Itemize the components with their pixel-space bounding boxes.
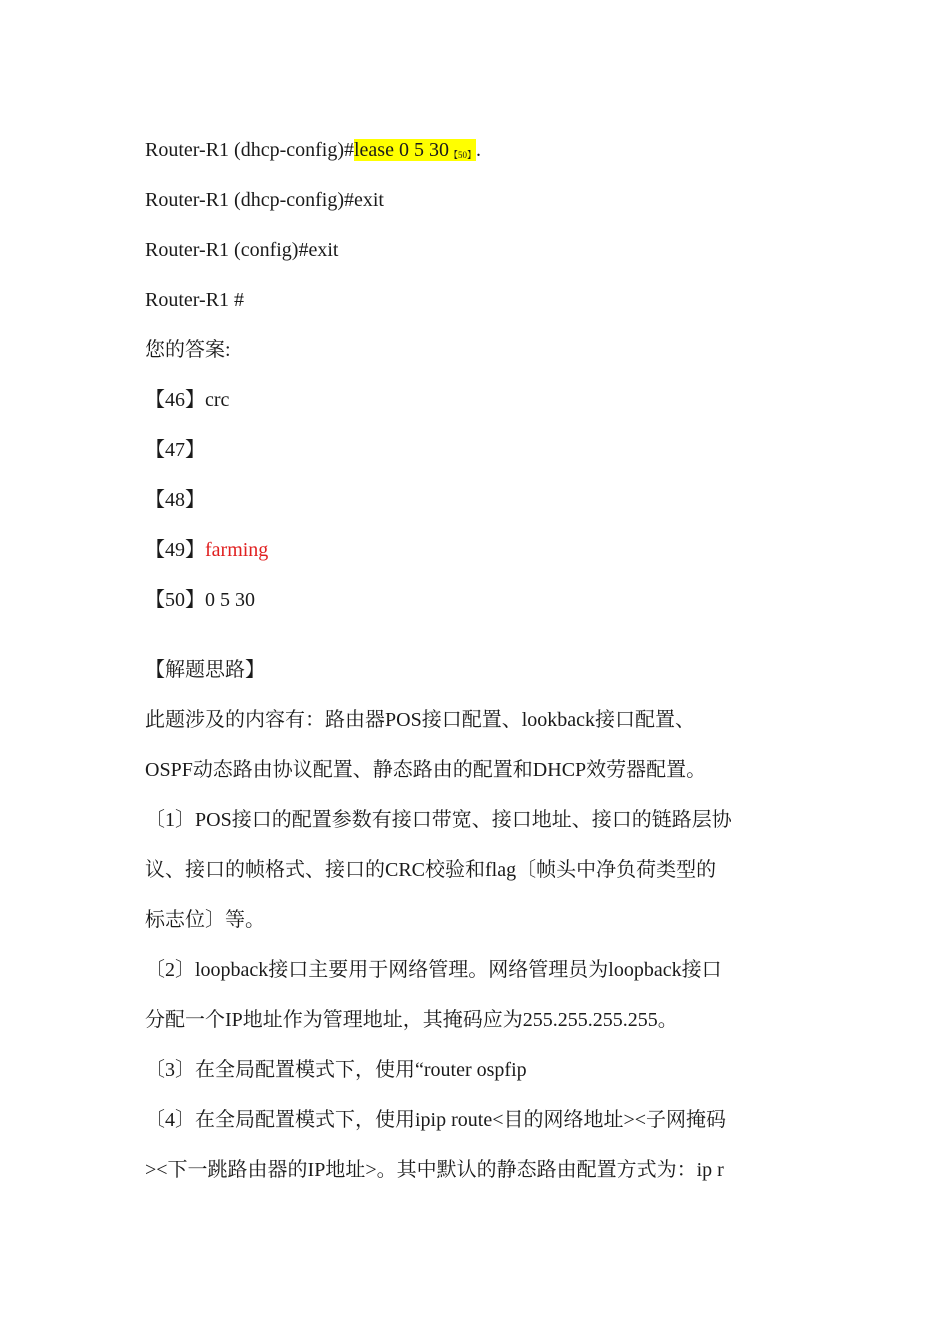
- analysis-line: 分配一个IP地址作为管理地址，其掩码应为255.255.255.255。: [145, 1009, 678, 1031]
- analysis-line: 议、接口的帧格式、接口的CRC校验和flag〔帧头中净负荷类型的: [145, 859, 717, 881]
- answer-label: 【48】: [145, 489, 205, 511]
- blank-marker-50: 【50】: [448, 150, 476, 160]
- highlighted-command: [354, 139, 476, 161]
- answer-item-46: [145, 388, 229, 412]
- answer-item-49: [145, 538, 268, 562]
- answer-label: 【47】: [145, 439, 205, 461]
- answer-value: crc: [205, 389, 230, 411]
- answer-value-wrong: farming: [205, 539, 269, 561]
- answer-item-50: [145, 588, 255, 612]
- code-line-prompt: Router-R1 #: [145, 289, 245, 311]
- analysis-heading: 【解题思路】: [145, 659, 265, 681]
- analysis-line: 此题涉及的内容有：路由器POS接口配置、lookback接口配置、: [145, 709, 695, 731]
- analysis-line: OSPF动态路由协议配置、静态路由的配置和DHCP效劳器配置。: [145, 759, 707, 781]
- code-line-config-exit: Router-R1 (config)#exit: [145, 239, 339, 261]
- answer-item-47: [145, 438, 205, 462]
- code-prefix: Router-R1 (dhcp-config)#: [145, 139, 354, 161]
- code-line-lease: [145, 138, 481, 167]
- answer-item-48: [145, 488, 205, 512]
- analysis-line: 〔3〕在全局配置模式下，使用“router ospfip: [145, 1059, 527, 1081]
- analysis-line: 〔2〕loopback接口主要用于网络管理。网络管理员为loopback接口: [145, 959, 722, 981]
- answers-heading: 您的答案:: [145, 339, 231, 361]
- analysis-line: 〔4〕在全局配置模式下，使用ipip route<目的网络地址><子网掩码: [145, 1109, 727, 1131]
- analysis-line: 〔1〕POS接口的配置参数有接口带宽、接口地址、接口的链路层协: [145, 809, 732, 831]
- answer-value: 0 5 30: [205, 589, 255, 611]
- analysis-line: 标志位〕等。: [145, 909, 265, 931]
- code-suffix: .: [475, 139, 481, 161]
- code-line-dhcp-exit: Router-R1 (dhcp-config)#exit: [145, 189, 384, 211]
- answer-label: 【46】: [145, 389, 205, 411]
- analysis-line: ><下一跳路由器的IP地址>。其中默认的静态路由配置方式为：ip r: [145, 1159, 724, 1181]
- highlighted-command-text: lease 0 5 30: [353, 139, 449, 161]
- answer-label: 【49】: [145, 539, 205, 561]
- answer-label: 【50】: [145, 589, 205, 611]
